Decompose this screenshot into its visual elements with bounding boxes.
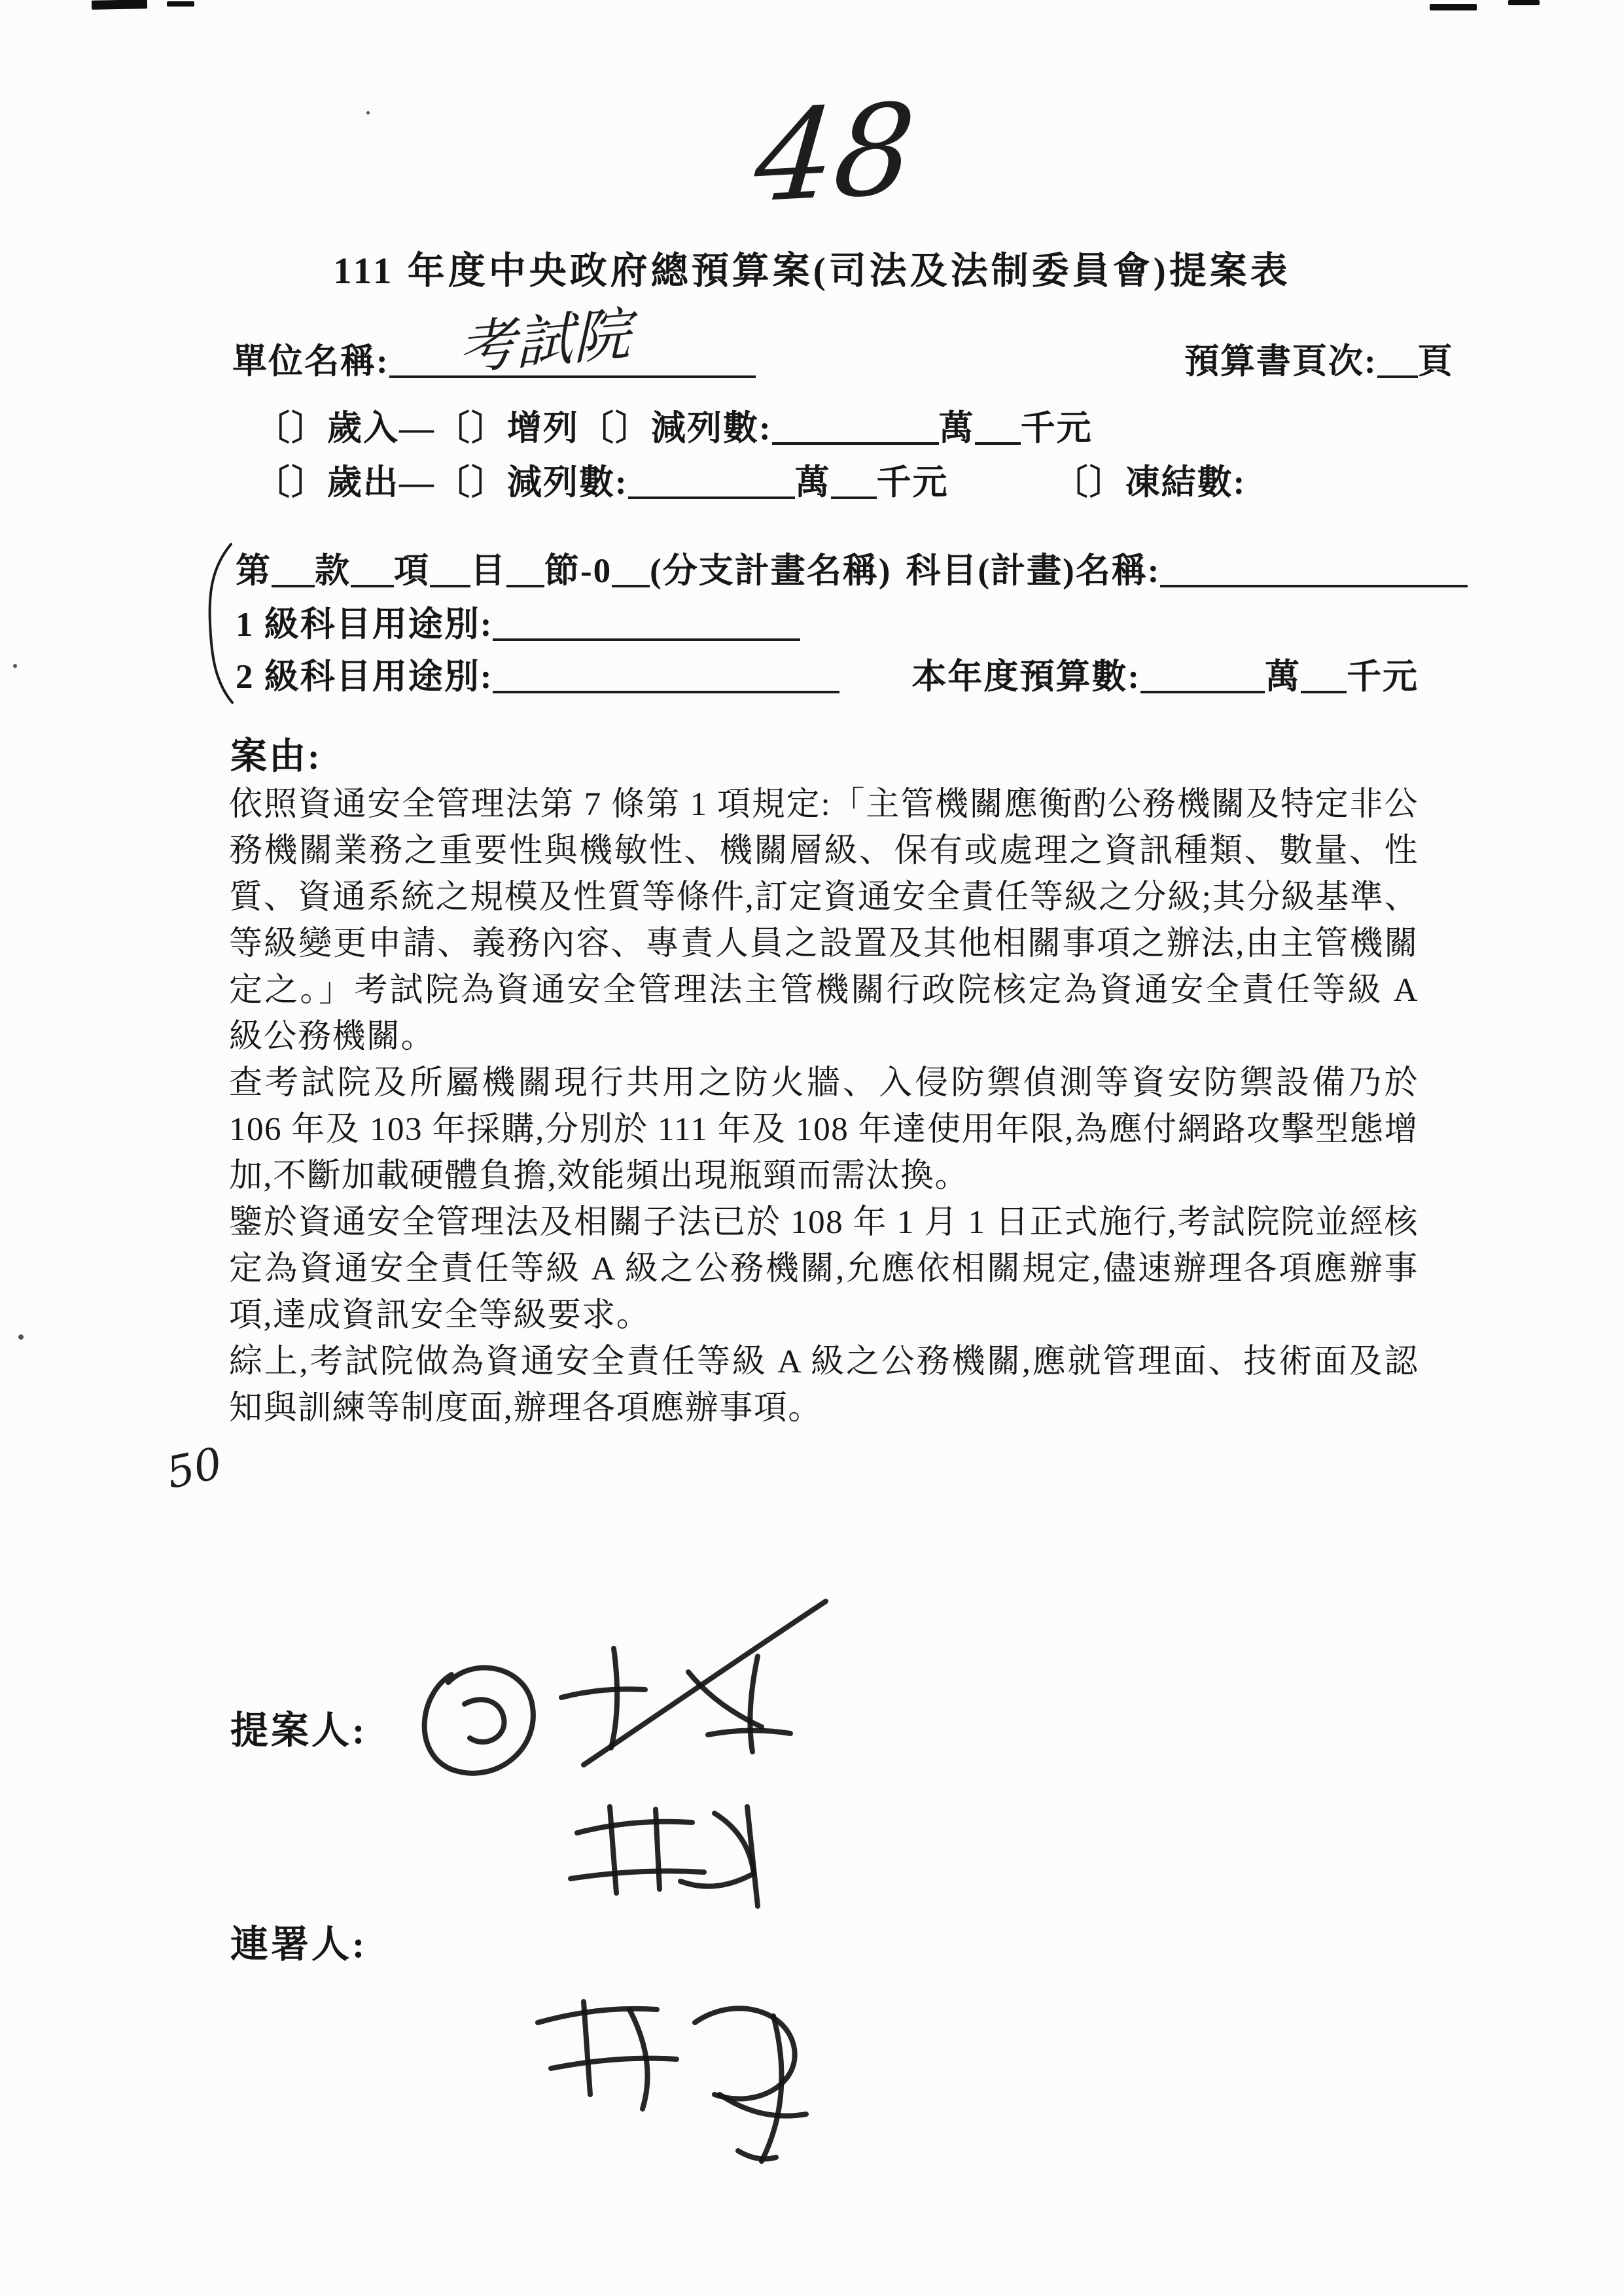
proposer-label: 提案人: — [230, 1709, 368, 1752]
annual-budget-wan: 萬 — [1265, 658, 1301, 696]
revenue-wan-label: 萬 — [938, 409, 975, 447]
expenditure-line-text: 〔〕歲出—〔〕減列數: — [255, 464, 628, 502]
expenditure-qian-label: 千元 — [876, 464, 949, 502]
row1-branch-plan: (分支計畫名稱) — [650, 552, 892, 590]
level1-usage-label: 1 級科目用途別: — [236, 606, 493, 644]
freeze-label: 〔〕凍結數: — [1053, 464, 1246, 502]
cosigner-label: 連署人: — [230, 1923, 368, 1966]
annual-budget-qian: 千元 — [1347, 658, 1419, 696]
handwritten-page-number: 48 — [749, 77, 921, 230]
proposer-signature-2 — [571, 1807, 758, 1906]
annual-budget-label: 本年度預算數: — [911, 658, 1141, 696]
case-paragraph: 鑒於資通安全管理法及相關子法已於 108 年 1 月 1 日正式施行,考試院院並經核定為資通安全責任等級 A 級之公務機關,允應依相關規定,儘速辦理各項應辦事項,達成資訊安全等級要求。 — [229, 1204, 1419, 1334]
case-paragraph: 依照資通安全管理法第 7 條第 1 項規定:「主管機關應衡酌公務機關及特定非公務機關業務之重要性與機敏性、機關層級、保有或處理之資訊種類、數量、性質、資通系統之規模及性質等條件,訂定資通安全責任等級之分級;其分級基準、等級變更申請、義務內容、專責人員之設置及其他相關事項之辦法,由主管機關定之。」考試院為資通安全管理法主管機關行政院核定為資通安全責任等級 A 級公務機關。 — [229, 786, 1419, 1055]
row1-di: 第 — [236, 552, 272, 590]
revenue-line-text: 〔〕歲入—〔〕增列〔〕減列數: — [255, 409, 772, 447]
expenditure-wan-label: 萬 — [794, 464, 831, 502]
unit-name-label: 單位名稱: — [232, 343, 389, 381]
case-paragraph: 綜上,考試院做為資通安全責任等級 A 級之公務機關,應就管理面、技術面及認知與訓練等制度面,辦理各項應辦事項。 — [229, 1344, 1419, 1427]
level2-usage-label: 2 級科目用途別: — [236, 658, 493, 696]
handwritten-unit-name: 考試院 — [457, 300, 631, 383]
row1-subject-name-label: 科目(計畫)名稱: — [906, 552, 1161, 590]
handwritten-margin-number: 50 — [162, 1438, 226, 1499]
document-title: 111 年度中央政府總預算案(司法及法制委員會)提案表 — [333, 251, 1291, 292]
case-heading: 案由: — [230, 737, 322, 777]
budget-page-label: 預算書頁次: — [1184, 343, 1377, 381]
row1-mu: 目 — [470, 552, 506, 590]
proposer-signature — [425, 1601, 826, 1773]
row1-xiang: 項 — [394, 552, 430, 590]
revenue-qian-label: 千元 — [1020, 409, 1093, 447]
case-paragraph: 查考試院及所屬機關現行共用之防火牆、入侵防禦偵測等資安防禦設備乃於 106 年及 103 年採購,分別於 111 年及 108 年達使用年限,為應付網路攻擊型態增加,不斷加載硬體負擔,效能頻出現瓶頸而需汰換。 — [229, 1065, 1419, 1194]
cosigner-signature — [538, 2002, 806, 2161]
budget-page-unit: 頁 — [1417, 343, 1454, 381]
row1-kuan: 款 — [315, 552, 351, 590]
row1-jie: 節-0 — [544, 552, 612, 590]
